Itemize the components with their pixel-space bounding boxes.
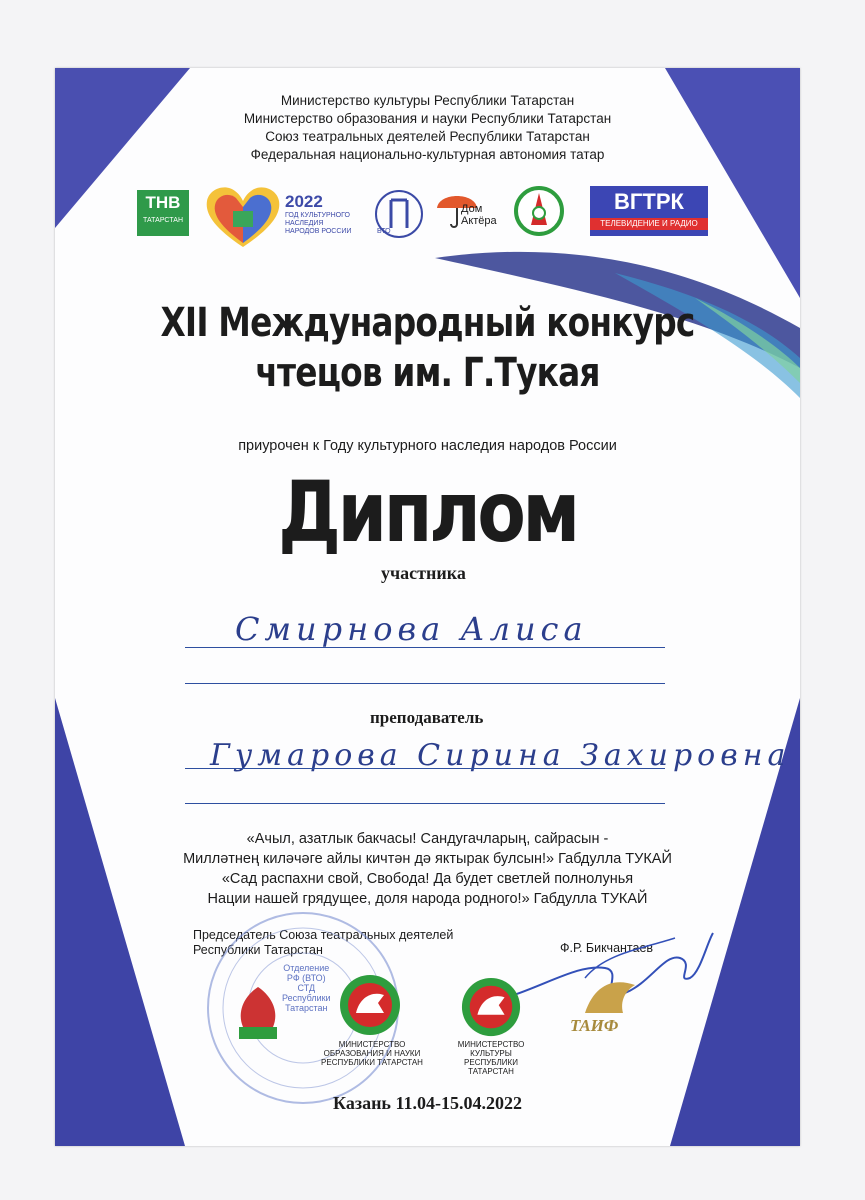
quote-line-3: «Сад распахни свой, Свобода! Да будет светлей полнолунья [221, 871, 634, 887]
chairman-title-line-2: Республики Татарстан [193, 943, 323, 957]
diploma-type: участника [381, 563, 466, 583]
chairman-name: Ф.Р. Бикчантаев [560, 941, 654, 955]
diploma-sheet [55, 68, 800, 1146]
participant-name: Смирнова Алиса [235, 610, 588, 648]
vgtrk-logo [590, 186, 708, 236]
organizer-line-2: Министерство образования и науки Республики Татарстан [243, 111, 612, 126]
stamp-text-line-4: Республики [282, 993, 331, 1003]
vgtrk-logo-text: ВГТРК [614, 189, 684, 214]
culture-ministry-line-2: КУЛЬТУРЫ [470, 1049, 512, 1058]
stamp-text [282, 963, 331, 1013]
taif-emblem-icon [575, 973, 645, 1018]
vgtrk-logo-subtext: ТЕЛЕВИДЕНИЕ И РАДИО [590, 218, 708, 230]
education-ministry-caption [317, 1040, 427, 1067]
vto-logo-text: ВТО [377, 228, 391, 235]
tnv-logo-text: ТНВ [145, 193, 181, 212]
teacher-line-1 [185, 768, 665, 769]
heritage-heart-icon [203, 183, 283, 251]
contest-title-line-2: чтецов им. Г.Тукая [255, 350, 600, 396]
stamp-text-line-2: РФ (ВТО) [286, 973, 326, 983]
quote-line-2: Милләтнең киләчәге айлы кичтән дә яктырак булсын!» Габдулла ТУКАЙ [183, 851, 672, 867]
culture-ministry-emblem-icon [460, 976, 522, 1038]
teacher-label: преподаватель [370, 708, 484, 727]
place-dates: Казань 11.04-15.04.2022 [333, 1093, 522, 1113]
contest-title-line-1: XII Международный конкурс [160, 300, 695, 346]
organizer-line-3: Союз театральных деятелей Республики Татарстан [265, 129, 590, 144]
heritage-year-block [285, 192, 353, 236]
quote-line-4: Нации нашей грядущее, доля народа родного!» Габдулла ТУКАЙ [207, 891, 648, 907]
heritage-year: 2022 [285, 192, 323, 211]
education-ministry-line-1: МИНИСТЕРСТВО [338, 1040, 406, 1049]
organizer-line-1: Министерство культуры Республики Татарстан [280, 93, 575, 108]
taif-logo-text: ТАИФ [570, 1016, 619, 1035]
participant-line-2 [185, 683, 665, 684]
teacher-line-2 [185, 803, 665, 804]
contest-subtitle: приурочен к Году культурного наследия народов России [238, 438, 617, 454]
education-ministry-emblem-icon [338, 973, 402, 1037]
culture-ministry-line-3: РЕСПУБЛИКИ ТАТАРСТАН [464, 1058, 518, 1076]
stamp-text-line-5: Татарстан [285, 1003, 328, 1013]
quote-line-1: «Ачыл, азатлык бакчасы! Сандугачларың, сайрасын - [246, 831, 609, 847]
teacher-name: Гумарова Сирина Захировна [210, 738, 791, 773]
education-ministry-line-2: ОБРАЗОВАНИЯ И НАУКИ [323, 1049, 421, 1058]
dom-aktera-text: Дом Актёра [461, 203, 497, 227]
culture-ministry-caption [441, 1040, 541, 1076]
stamp-text-line-1: Отделение [283, 963, 330, 973]
education-ministry-line-3: РЕСПУБЛИКИ ТАТАРСТАН [321, 1058, 423, 1067]
teacher-emblem-icon [233, 983, 283, 1043]
tnv-logo-subtext: ТАТАРСТАН [142, 217, 184, 224]
heritage-caption: ГОД КУЛЬТУРНОГО НАСЛЕДИЯ НАРОДОВ РОССИИ [285, 212, 352, 235]
tnv-logo [137, 190, 189, 236]
stamp-text-line-3: СТД [297, 983, 316, 993]
theater-emblem-icon [513, 185, 565, 237]
chairman-title-line-1: Председатель Союза театральных деятелей [193, 928, 454, 942]
participant-line-1 [185, 647, 665, 648]
diploma-heading: Диплом [278, 463, 577, 561]
organizer-line-4: Федеральная национально-культурная автономия татар [250, 147, 605, 162]
culture-ministry-line-1: МИНИСТЕРСТВО [457, 1040, 525, 1049]
